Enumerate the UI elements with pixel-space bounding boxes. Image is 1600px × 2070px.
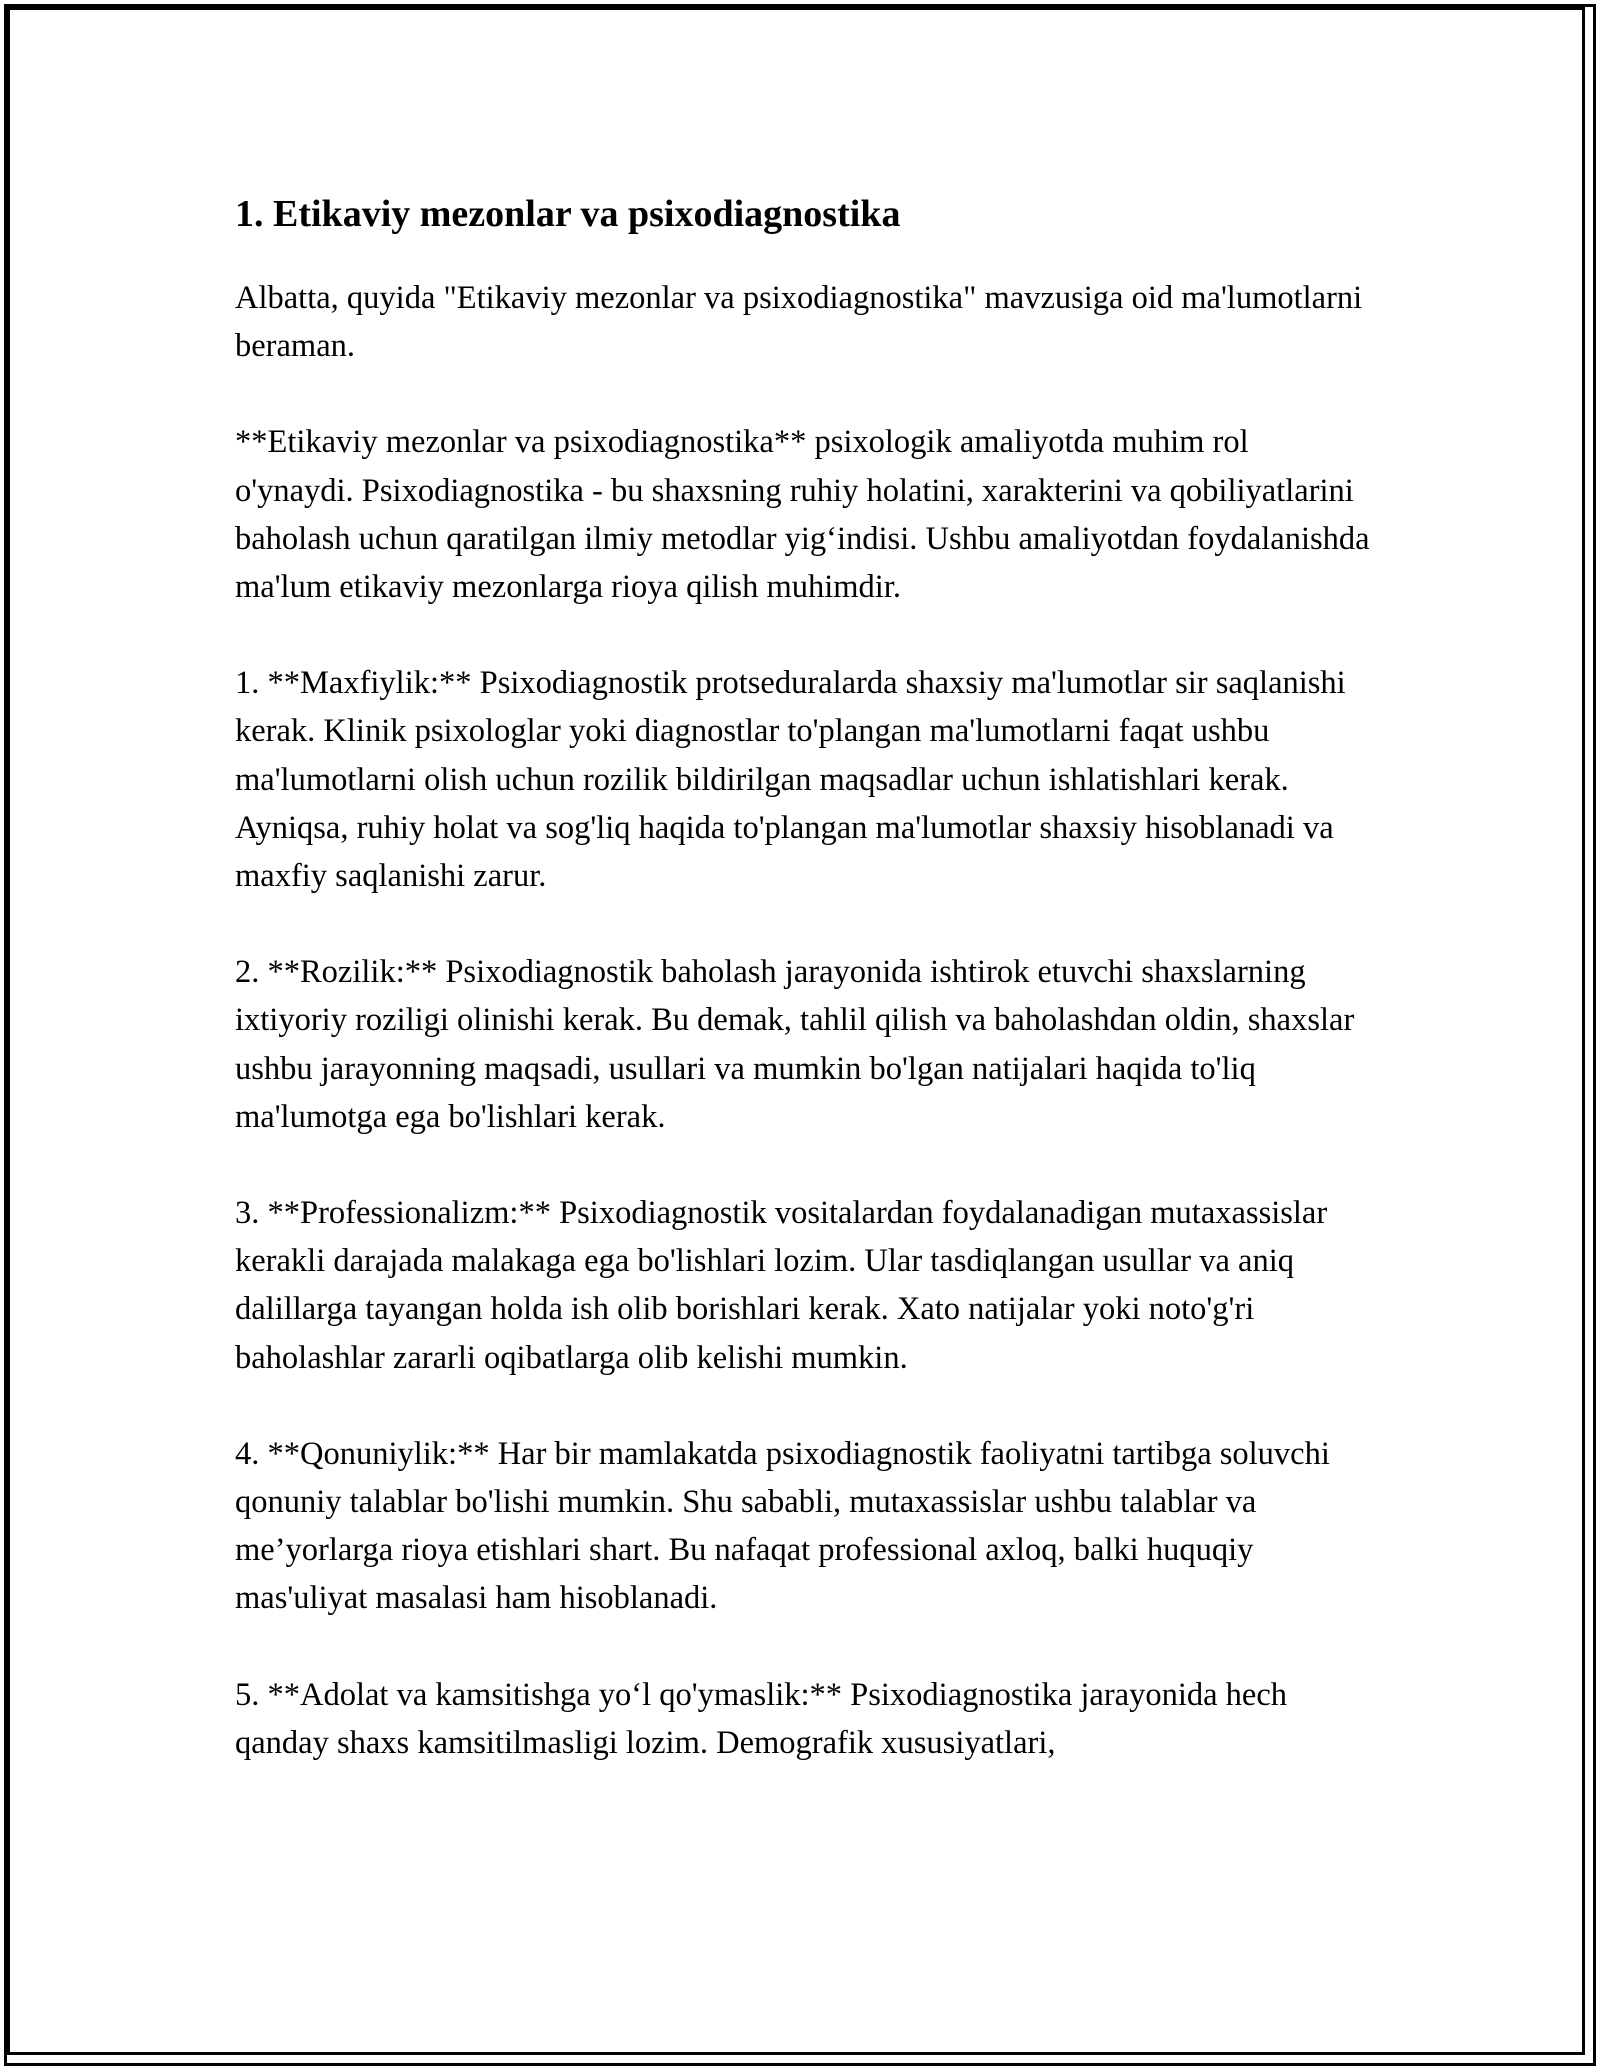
paragraph-item-2: 2. **Rozilik:** Psixodiagnostik baholash jarayonida ishtirok etuvchi shaxslarning ixtiyoriy roziligi olinishi kerak. Bu demak, tahlil qilish va baholashdan oldin, shaxslar ushbu jarayonning maqsadi, usullari va mumkin bo'lgan natijalari haqida to'liq ma'lumotga ega bo'lishlari kerak. xyxy=(235,954,1355,1135)
document-heading: 1. Etikaviy mezonlar va psixodiagnostika xyxy=(235,193,901,235)
paragraph-item-4: 4. **Qonuniylik:** Har bir mamlakatda psixodiagnostik faoliyatni tartibga soluvchi qonuniy talablar bo'lishi mumkin. Shu sababli, mutaxassislar ushbu talablar va me’yorlarga rioya etishlari shart. Bu nafaqat professional axloq, balki huquqiy mas'uliyat masalasi ham hisoblanadi. xyxy=(235,1435,1330,1617)
paragraph-item-3: 3. **Professionalizm:** Psixodiagnostik vositalardan foydalanadigan mutaxassislar kerakli darajada malakaga ega bo'lishlari lozim. Ular tasdiqlangan usullar va aniq dalillarga tayangan holda ish olib borishlari kerak. Xato natijalar yoki noto'g'ri baholashlar zararli oqibatlarga olib kelishi mumkin. xyxy=(235,1195,1328,1376)
paragraph-overview: **Etikaviy mezonlar va psixodiagnostika** psixologik amaliyotda muhim rol o'ynaydi. Psixodiagnostika - bu shaxsning ruhiy holatini, xarakterini va qobiliyatlarini baholash uchun qaratilgan ilmiy metodlar yig‘indisi. Ushbu amaliyotdan foydalanishda ma'lum etikaviy mezonlarga rioya qilish muhimdir. xyxy=(235,424,1370,606)
document-body xyxy=(235,188,1375,1815)
paragraph-item-5: 5. **Adolat va kamsitishga yo‘l qo'ymaslik:** Psixodiagnostika jarayonida hech qanday shaxs kamsitilmasligi lozim. Demografik xususiyatlari, xyxy=(235,1676,1288,1761)
paragraph-intro: Albatta, quyida "Etikaviy mezonlar va psixodiagnostika" mavzusiga oid ma'lumotlarni beraman. xyxy=(235,280,1363,365)
paragraph-item-1: 1. **Maxfiylik:** Psixodiagnostik protseduralarda shaxsiy ma'lumotlar sir saqlanishi kerak. Klinik psixologlar yoki diagnostlar to'plangan ma'lumotlarni faqat ushbu ma'lumotlarni olish uchun rozilik bildirilgan maqsadlar uchun ishlatishlari kerak. Ayniqsa, ruhiy holat va sog'liq haqida to'plangan ma'lumotlar shaxsiy hisoblanadi va maxfiy saqlanishi zarur. xyxy=(235,665,1346,895)
